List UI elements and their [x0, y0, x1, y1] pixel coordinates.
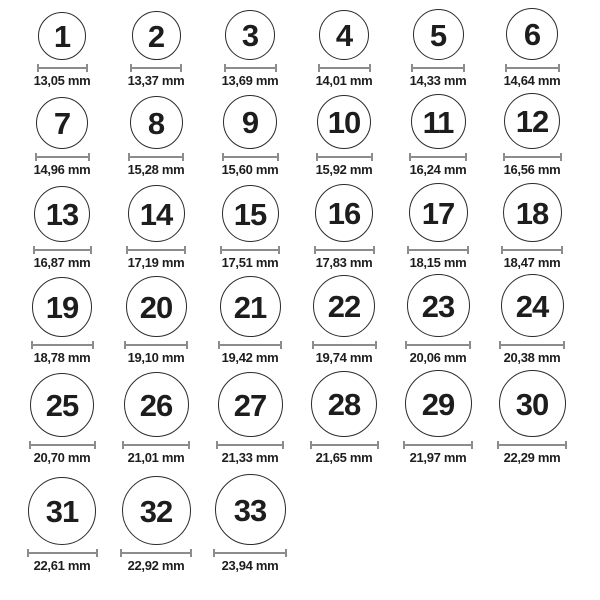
ring-size-item: [203, 367, 297, 467]
size-number: 24: [515, 288, 549, 324]
size-circle: [225, 10, 275, 60]
diameter-ruler: [216, 441, 284, 449]
diameter-label: 15,60 mm: [221, 162, 279, 177]
size-number: 17: [421, 195, 455, 231]
chart-row: [15, 272, 600, 367]
diameter-ruler: [35, 153, 90, 161]
size-circle: [501, 274, 564, 337]
ruler-right-tick: [278, 246, 280, 254]
ruler-line: [220, 249, 280, 251]
size-number: 10: [327, 105, 361, 140]
ruler-right-tick: [90, 246, 92, 254]
diameter-ruler: [213, 549, 287, 557]
ruler-line: [29, 444, 96, 446]
size-number: 32: [139, 493, 173, 529]
diameter-ruler: [407, 246, 469, 254]
ruler-right-tick: [560, 153, 562, 161]
size-circle: [128, 185, 185, 242]
diameter-ruler: [220, 246, 280, 254]
ruler-line: [224, 67, 277, 69]
ruler-right-tick: [285, 549, 287, 557]
diameter-label: 16,24 mm: [409, 162, 467, 177]
size-number: 2: [147, 18, 165, 54]
ruler-right-tick: [561, 246, 563, 254]
diameter-label: 21,97 mm: [409, 450, 467, 465]
ring-size-item: [203, 90, 297, 179]
size-number: 28: [327, 387, 361, 422]
ruler-line: [407, 249, 469, 251]
size-circle: [218, 372, 283, 437]
ruler-right-tick: [467, 246, 469, 254]
diameter-label: 13,37 mm: [127, 73, 185, 88]
ring-size-item: [485, 367, 579, 467]
chart-row: [15, 467, 600, 575]
diameter-label: 20,06 mm: [409, 350, 467, 365]
diameter-ruler: [37, 64, 88, 72]
ruler-right-tick: [190, 549, 192, 557]
size-number: 19: [45, 290, 79, 325]
ring-size-item: [109, 179, 203, 272]
diameter-label: 17,83 mm: [315, 255, 373, 270]
size-number: 16: [327, 196, 361, 231]
diameter-ruler: [411, 64, 465, 72]
ruler-line: [218, 344, 282, 346]
diameter-ruler: [122, 441, 190, 449]
ruler-right-tick: [373, 246, 375, 254]
ruler-line: [503, 156, 562, 158]
ring-size-item: [15, 272, 109, 367]
diameter-label: 20,38 mm: [503, 350, 561, 365]
size-circle: [28, 477, 96, 545]
chart-row: [15, 179, 600, 272]
diameter-ruler: [224, 64, 277, 72]
ring-size-item: [203, 179, 297, 272]
ruler-right-tick: [375, 341, 377, 349]
ring-size-item: [15, 367, 109, 467]
size-circle: [411, 94, 466, 149]
ruler-right-tick: [471, 441, 473, 449]
size-circle: [38, 12, 86, 60]
ruler-line: [126, 249, 186, 251]
diameter-label: 14,64 mm: [503, 73, 561, 88]
ruler-line: [216, 444, 284, 446]
size-number: 21: [233, 289, 267, 325]
ring-size-item: [485, 272, 579, 367]
diameter-label: 15,28 mm: [127, 162, 185, 177]
diameter-label: 21,65 mm: [315, 450, 373, 465]
diameter-ruler: [130, 64, 182, 72]
ruler-line: [130, 67, 182, 69]
diameter-ruler: [318, 64, 371, 72]
size-number: 31: [45, 494, 79, 529]
size-number: 6: [523, 17, 541, 52]
ring-size-item: [391, 179, 485, 272]
size-circle: [34, 186, 90, 242]
ruler-line: [33, 249, 92, 251]
diameter-label: 15,92 mm: [315, 162, 373, 177]
ruler-line: [314, 249, 375, 251]
ruler-line: [312, 344, 377, 346]
size-circle: [315, 184, 373, 242]
size-circle: [499, 370, 566, 437]
size-circle: [311, 371, 377, 437]
ruler-right-tick: [280, 341, 282, 349]
ruler-line: [501, 249, 563, 251]
ring-size-item: [297, 90, 391, 179]
ruler-right-tick: [92, 341, 94, 349]
ring-size-item: [109, 2, 203, 90]
diameter-label: 13,05 mm: [33, 73, 91, 88]
size-circle: [319, 10, 369, 60]
size-number: 5: [429, 17, 447, 53]
diameter-ruler: [403, 441, 473, 449]
size-circle: [504, 93, 560, 149]
size-number: 14: [139, 196, 173, 232]
ruler-line: [316, 156, 373, 158]
ring-size-item: [485, 179, 579, 272]
diameter-label: 16,87 mm: [33, 255, 91, 270]
ruler-right-tick: [188, 441, 190, 449]
size-number: 9: [241, 105, 259, 140]
diameter-label: 20,70 mm: [33, 450, 91, 465]
size-circle: [130, 96, 183, 149]
size-circle: [407, 274, 470, 337]
ruler-line: [318, 67, 371, 69]
diameter-ruler: [126, 246, 186, 254]
size-circle: [222, 185, 279, 242]
size-number: 13: [45, 197, 79, 232]
diameter-label: 22,29 mm: [503, 450, 561, 465]
size-number: 20: [139, 289, 173, 325]
diameter-ruler: [409, 153, 467, 161]
ring-size-item: [15, 2, 109, 90]
size-number: 7: [53, 106, 71, 141]
ruler-line: [403, 444, 473, 446]
ruler-line: [505, 67, 560, 69]
size-circle: [506, 8, 558, 60]
ruler-line: [124, 344, 188, 346]
diameter-label: 18,47 mm: [503, 255, 561, 270]
ring-size-item: [109, 90, 203, 179]
diameter-label: 17,19 mm: [127, 255, 185, 270]
ring-size-item: [203, 2, 297, 90]
ruler-right-tick: [275, 64, 277, 72]
size-number: 26: [139, 387, 173, 423]
size-number: 30: [515, 386, 549, 422]
ruler-right-tick: [469, 341, 471, 349]
diameter-label: 14,01 mm: [315, 73, 373, 88]
diameter-ruler: [316, 153, 373, 161]
ruler-right-tick: [94, 441, 96, 449]
size-circle: [30, 373, 94, 437]
size-circle: [223, 95, 277, 149]
ruler-right-tick: [563, 341, 565, 349]
ruler-right-tick: [463, 64, 465, 72]
size-circle: [215, 474, 286, 545]
diameter-ruler: [33, 246, 92, 254]
size-number: 18: [515, 195, 549, 231]
ring-size-item: [297, 2, 391, 90]
diameter-ruler: [222, 153, 279, 161]
ruler-line: [222, 156, 279, 158]
diameter-label: 17,51 mm: [221, 255, 279, 270]
size-number: 23: [421, 288, 455, 324]
ring-size-item: [485, 90, 579, 179]
chart-row: [15, 2, 600, 90]
diameter-label: 18,78 mm: [33, 350, 91, 365]
diameter-ruler: [497, 441, 567, 449]
size-circle: [126, 276, 187, 337]
size-circle: [220, 276, 281, 337]
size-circle: [405, 370, 472, 437]
size-number: 33: [233, 492, 267, 528]
size-circle: [409, 183, 468, 242]
ruler-line: [128, 156, 184, 158]
ring-size-item: [203, 467, 297, 575]
diameter-ruler: [501, 246, 563, 254]
diameter-label: 14,33 mm: [409, 73, 467, 88]
ruler-line: [31, 344, 94, 346]
ruler-right-tick: [558, 64, 560, 72]
diameter-ruler: [218, 341, 282, 349]
diameter-ruler: [505, 64, 560, 72]
size-number: 4: [335, 18, 353, 53]
diameter-ruler: [27, 549, 98, 557]
diameter-ruler: [29, 441, 96, 449]
size-circle: [122, 476, 191, 545]
ring-size-item: [109, 367, 203, 467]
diameter-label: 16,56 mm: [503, 162, 561, 177]
ruler-line: [122, 444, 190, 446]
ruler-right-tick: [86, 64, 88, 72]
diameter-label: 21,01 mm: [127, 450, 185, 465]
size-circle: [132, 11, 181, 60]
ruler-line: [27, 552, 98, 554]
ring-size-item: [391, 2, 485, 90]
size-circle: [36, 97, 88, 149]
ruler-right-tick: [182, 153, 184, 161]
size-circle: [503, 183, 562, 242]
ruler-line: [213, 552, 287, 554]
ring-size-item: [297, 272, 391, 367]
diameter-ruler: [120, 549, 192, 557]
ring-size-item: [297, 179, 391, 272]
size-circle: [32, 277, 92, 337]
diameter-label: 19,10 mm: [127, 350, 185, 365]
size-number: 11: [422, 104, 454, 140]
ruler-line: [409, 156, 467, 158]
diameter-ruler: [312, 341, 377, 349]
size-number: 3: [241, 18, 259, 53]
ruler-right-tick: [565, 441, 567, 449]
ruler-right-tick: [180, 64, 182, 72]
ruler-right-tick: [88, 153, 90, 161]
ruler-right-tick: [282, 441, 284, 449]
size-number: 15: [233, 196, 267, 232]
size-circle: [313, 275, 375, 337]
ring-size-item: [391, 367, 485, 467]
diameter-label: 23,94 mm: [221, 558, 279, 573]
ring-size-item: [15, 90, 109, 179]
diameter-label: 19,74 mm: [315, 350, 373, 365]
ring-size-item: [391, 272, 485, 367]
diameter-ruler: [405, 341, 471, 349]
ring-size-item: [109, 272, 203, 367]
ruler-right-tick: [465, 153, 467, 161]
ruler-line: [120, 552, 192, 554]
ruler-line: [310, 444, 379, 446]
ruler-line: [35, 156, 90, 158]
ring-size-item: [297, 367, 391, 467]
diameter-ruler: [31, 341, 94, 349]
ring-size-item: [15, 179, 109, 272]
size-number: 8: [147, 105, 165, 141]
ruler-right-tick: [184, 246, 186, 254]
ruler-line: [497, 444, 567, 446]
ruler-right-tick: [371, 153, 373, 161]
chart-row: [15, 367, 600, 467]
size-circle: [124, 372, 189, 437]
ring-size-item: [391, 90, 485, 179]
ring-size-item: [109, 467, 203, 575]
ruler-right-tick: [186, 341, 188, 349]
diameter-ruler: [499, 341, 565, 349]
ruler-line: [405, 344, 471, 346]
diameter-label: 18,15 mm: [409, 255, 467, 270]
diameter-label: 14,96 mm: [33, 162, 91, 177]
size-number: 12: [515, 104, 549, 139]
ruler-right-tick: [96, 549, 98, 557]
size-number: 1: [53, 19, 71, 54]
size-circle: [317, 95, 371, 149]
ruler-right-tick: [277, 153, 279, 161]
ruler-line: [499, 344, 565, 346]
diameter-ruler: [128, 153, 184, 161]
diameter-label: 19,42 mm: [221, 350, 279, 365]
diameter-label: 21,33 mm: [221, 450, 279, 465]
diameter-ruler: [503, 153, 562, 161]
ring-size-item: [203, 272, 297, 367]
diameter-ruler: [310, 441, 379, 449]
ruler-line: [37, 67, 88, 69]
size-number: 25: [45, 388, 79, 423]
size-number: 22: [327, 289, 361, 324]
diameter-ruler: [124, 341, 188, 349]
ruler-right-tick: [377, 441, 379, 449]
ruler-right-tick: [369, 64, 371, 72]
chart-row: [15, 90, 600, 179]
size-number: 27: [233, 387, 267, 423]
diameter-ruler: [314, 246, 375, 254]
ruler-line: [411, 67, 465, 69]
ring-size-item: [485, 2, 579, 90]
diameter-label: 22,61 mm: [33, 558, 91, 573]
diameter-label: 22,92 mm: [127, 558, 185, 573]
size-circle: [413, 9, 464, 60]
ring-size-item: [15, 467, 109, 575]
diameter-label: 13,69 mm: [221, 73, 279, 88]
size-number: 29: [421, 386, 455, 422]
